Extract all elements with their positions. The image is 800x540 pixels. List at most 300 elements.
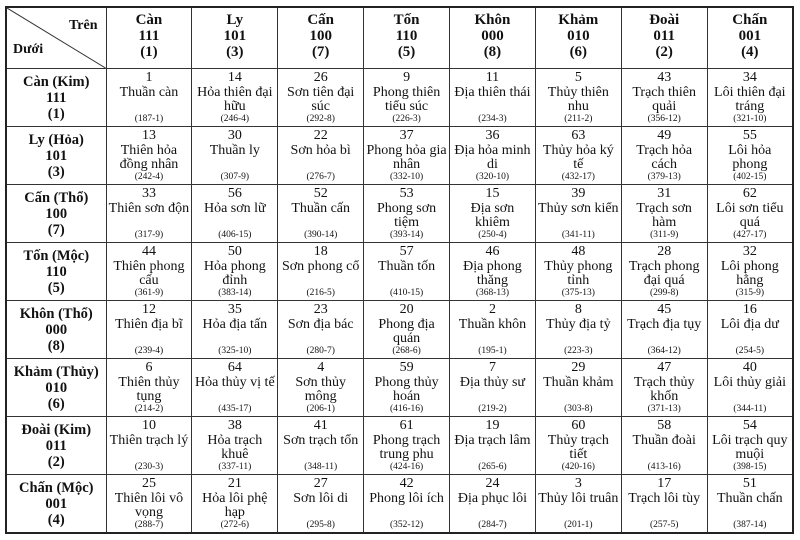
hexagram-page-code: (393-14) [389,230,424,241]
hexagram-page-code: (265-6) [478,462,507,473]
hexagram-cell [707,185,793,243]
hexagram-page-code: (435-17) [218,404,252,415]
hexagram-number: 6 [145,360,153,376]
hexagram-cell [192,417,278,475]
hexagram-cell [535,243,621,301]
hexagram-number: 51 [742,476,757,492]
column-header-number: (8) [483,44,502,60]
hexagram-page-code: (420-16) [561,462,595,473]
row-header-binary: 010 [45,379,68,396]
hexagram-page-code: (219-2) [478,404,507,415]
hexagram-number: 3 [574,476,582,492]
hexagram-cell [450,359,536,417]
hexagram-name: Thuần tốn [377,258,436,274]
hexagram-page-code: (226-3) [392,114,421,125]
hexagram-number: 64 [227,360,242,376]
hexagram-name: Thuần càn [119,84,179,100]
hexagram-number: 11 [485,70,500,85]
hexagram-cell [278,69,364,127]
column-header-number: (3) [226,44,244,60]
row-header-number: (2) [47,453,65,470]
hexagram-cell [450,185,536,243]
hexagram-name: Lôi sơn tiểu quá [716,200,784,231]
hexagram-page-code: (352-12) [389,520,424,530]
hexagram-number: 7 [488,360,496,376]
hexagram-cell [707,127,793,185]
hexagram-name: Hỏa phong đỉnh [203,258,266,289]
row-header-number: (5) [47,279,65,296]
hexagram-cell [278,417,364,475]
hexagram-cell [707,475,793,533]
hexagram-number: 16 [742,302,757,318]
hexagram-page-code: (276-7) [306,172,335,183]
table-row [6,185,793,243]
hexagram-name: Thuần cấn [291,200,351,216]
column-header-name: Chấn [732,12,768,28]
hexagram-name: Lôi phong hằng [720,258,779,289]
hexagram-cell [106,127,192,185]
hexagram-name: Thiên địa bĩ [115,316,183,332]
column-header-number: (7) [311,44,330,60]
row-header-number: (3) [47,163,65,180]
table-row [6,301,793,359]
hexagram-cell [364,475,450,533]
hexagram-cell [621,301,707,359]
hexagram-page-code: (390-14) [304,230,338,241]
header-row [6,7,793,69]
hexagram-page-code: (250-4) [478,230,507,241]
table-row [6,359,793,417]
column-header-number: (5) [397,44,416,60]
hexagram-number: 10 [141,418,156,434]
hexagram-cell [106,301,192,359]
hexagram-name: Phong sơn tiệm [376,200,437,231]
hexagram-cell [707,359,793,417]
hexagram-number: 41 [313,418,328,434]
hexagram-page-code: (320-10) [475,172,510,183]
column-header-name: Ly [226,12,244,28]
column-header [450,7,536,69]
hexagram-page-code: (246-4) [220,114,250,125]
hexagram-number: 43 [657,70,672,85]
hexagram-page-code: (337-11) [218,462,252,473]
hexagram-name: Trạch lôi tùy [628,490,701,506]
hexagram-number: 40 [742,360,757,376]
hexagram-cell [450,301,536,359]
table-row [6,69,793,127]
hexagram-page-code: (242-4) [134,172,164,183]
hexagram-number: 45 [657,302,672,318]
column-header-binary: 001 [738,28,762,44]
table-row [6,417,793,475]
column-header [192,7,278,69]
column-header-name: Khảm [558,12,599,28]
column-header [535,7,621,69]
hexagram-number: 58 [657,418,672,434]
hexagram-page-code: (268-6) [392,346,421,357]
row-header-binary: 011 [45,437,67,454]
hexagram-name: Thủy địa tỷ [546,316,611,332]
hexagram-cell [192,359,278,417]
hexagram-page-code: (216-5) [306,288,335,299]
row-header [6,69,106,127]
column-header-binary: 010 [567,28,590,44]
hexagram-number: 14 [227,70,242,85]
hexagram-number: 23 [313,302,328,318]
hexagram-name: Địa thủy sư [459,374,525,390]
hexagram-page-code: (364-12) [647,346,681,357]
hexagram-page-code: (295-8) [306,520,335,530]
hexagram-name: Phong trạch trung phu [372,432,441,463]
hexagram-page-code: (344-11) [733,404,767,415]
column-header [621,7,707,69]
hexagram-cell [278,185,364,243]
hexagram-page-code: (211-2) [564,114,593,125]
row-header-binary: 001 [45,495,68,512]
hexagram-page-code: (284-7) [478,520,507,530]
hexagram-page-code: (406-15) [218,230,252,241]
table-row [6,475,793,533]
lower-trigram-label: Dưới [13,42,44,57]
hexagram-cell [192,301,278,359]
column-header-number: (4) [741,44,759,60]
hexagram-name: Địa trạch lâm [454,432,531,448]
column-header-number: (1) [140,44,158,60]
row-header-number: (6) [47,395,65,412]
hexagram-cell [450,417,536,475]
hexagram-name: Sơn phong cổ [281,258,360,274]
hexagram-name: Địa phong thăng [463,258,522,289]
hexagram-cell [192,243,278,301]
hexagram-name: Địa thiên thái [454,84,531,100]
table-row [6,127,793,185]
row-header-binary: 100 [45,205,68,222]
hexagram-number: 59 [399,360,414,376]
hexagram-name: Lôi thiên đại tráng [714,84,786,114]
hexagram-cell [707,301,793,359]
column-header-name: Tốn [393,12,420,28]
hexagram-cell [278,127,364,185]
hexagram-number: 33 [141,186,156,202]
hexagram-name: Thuần ly [209,142,260,158]
hexagram-page-code: (398-15) [733,462,767,473]
hexagram-page-code: (201-1) [564,520,593,530]
hexagram-page-code: (379-13) [647,172,681,183]
hexagram-number: 26 [313,70,328,85]
hexagram-page-code: (368-13) [475,288,510,299]
hexagram-page-code: (195-1) [478,346,507,357]
hexagram-number: 54 [742,418,757,434]
hexagram-page-code: (280-7) [306,346,335,357]
hexagram-number: 19 [485,418,500,434]
hexagram-page-code: (432-17) [561,172,595,183]
hexagram-name: Sơn trạch tổn [283,432,359,448]
hexagram-name: Sơn lôi di [293,490,349,506]
hexagram-page-code: (206-1) [306,404,335,415]
hexagram-cell [621,475,707,533]
hexagram-number: 39 [571,186,586,202]
hexagram-number: 57 [399,244,414,260]
hexagram-name: Thiên sơn độn [108,200,190,216]
row-header-name: Tốn (Mộc) [23,247,90,264]
hexagram-cell [192,69,278,127]
hexagram-number: 46 [485,244,500,260]
hexagram-cell [621,417,707,475]
hexagram-number: 9 [403,70,411,85]
row-header-number: (1) [47,105,65,122]
hexagram-number: 44 [141,244,156,260]
hexagram-number: 36 [485,128,500,144]
hexagram-number: 52 [313,186,328,202]
hexagram-name: Thủy phong tỉnh [544,258,613,289]
hexagram-cell [192,127,278,185]
hexagram-cell [364,185,450,243]
column-header-binary: 110 [395,28,418,44]
hexagram-page-code: (303-8) [564,404,593,415]
hexagram-number: 8 [574,302,582,318]
hexagram-cell [364,69,450,127]
hexagram-cell [535,69,621,127]
row-header [6,417,106,475]
hexagram-number: 48 [571,244,586,260]
row-header-name: Càn (Kim) [23,73,90,90]
column-header-binary: 011 [653,28,676,44]
diagonal-divider [7,8,106,68]
hexagram-number: 50 [227,244,242,260]
row-header [6,475,106,533]
hexagram-name: Hỏa thiên đại hữu [197,84,273,114]
hexagram-number: 17 [657,476,672,492]
row-header [6,301,106,359]
hexagram-page-code: (234-3) [478,114,507,125]
hexagram-name: Thiên hỏa đồng nhân [119,142,179,173]
hexagram-page-code: (387-14) [733,520,767,530]
hexagram-number: 49 [657,128,672,144]
hexagram-number: 56 [227,186,242,202]
hexagram-cell [278,475,364,533]
hexagram-page-code: (402-15) [733,172,767,183]
hexagram-page-code: (307-9) [220,172,250,183]
hexagram-name: Sơn hỏa bì [290,142,351,158]
column-header [106,7,192,69]
hexagram-page-code: (311-9) [650,230,679,241]
hexagram-cell [364,417,450,475]
hexagram-name: Địa hỏa minh di [454,142,531,173]
hexagram-name: Trạch địa tụy [627,316,702,332]
hexagram-cell [364,359,450,417]
hexagram-name: Phong thủy hoán [374,374,439,405]
hexagram-name: Thuần khôn [458,316,527,332]
hexagram-page-code: (383-14) [218,288,252,299]
hexagram-name: Thủy sơn kiển [538,200,619,216]
hexagram-page-code: (315-9) [735,288,765,299]
column-header-name: Cấn [307,12,335,28]
column-header-binary: 111 [138,28,160,44]
hexagram-page-code: (375-13) [561,288,595,299]
hexagram-page-code: (427-17) [733,230,767,241]
hexagram-name: Phong địa quán [378,316,435,347]
hexagram-name: Phong thiên tiểu súc [372,84,441,114]
hexagram-name: Lôi thủy giải [713,374,786,390]
hexagram-name: Hỏa sơn lữ [203,200,266,216]
hexagram-cell [621,127,707,185]
hexagram-name: Thiên phong cấu [113,258,185,289]
hexagram-number: 22 [313,128,328,144]
hexagram-cell [106,69,192,127]
hexagram-cell [621,185,707,243]
hexagram-cell [621,69,707,127]
hexagram-name: Thiên thủy tụng [118,374,180,405]
hexagram-cell [450,475,536,533]
hexagram-name: Thuần khảm [543,374,614,390]
hexagram-name: Thiên lôi vô vọng [114,490,184,521]
hexagram-cell [707,417,793,475]
hexagram-name: Sơn tiên đại súc [287,84,355,114]
hexagram-name: Lôi hỏa phong [728,142,772,173]
hexagram-number: 55 [742,128,757,144]
hexagram-number: 24 [485,476,500,492]
hexagram-number: 38 [227,418,242,434]
hexagram-name: Thuần đoài [632,432,696,448]
column-header-name: Khôn [474,12,511,28]
row-header-number: (4) [47,511,65,528]
hexagram-cell [106,243,192,301]
hexagram-number: 37 [399,128,414,144]
hexagram-page-code: (292-8) [306,114,335,125]
hexagram-page-code: (214-2) [134,404,164,415]
hexagram-cell [450,243,536,301]
corner-cell [6,7,106,69]
hexagram-number: 32 [742,244,757,260]
hexagram-cell [450,127,536,185]
hexagram-number: 61 [399,418,414,434]
hexagram-page-code: (187-1) [134,114,164,125]
hexagram-name: Thủy thiên nhu [547,84,609,114]
hexagram-number: 4 [317,360,325,376]
hexagram-page-code: (325-10) [218,346,252,357]
hexagram-number: 47 [657,360,672,376]
row-header-name: Đoài (Kim) [21,421,92,438]
hexagram-cell [535,475,621,533]
hexagram-page-code: (371-13) [647,404,681,415]
hexagram-cell [106,359,192,417]
hexagram-page-code: (332-10) [389,172,424,183]
hexagram-name: Địa phục lôi [457,490,528,506]
hexagram-name: Trạch sơn hàm [636,200,692,231]
upper-trigram-label: Trên [68,18,98,33]
hexagram-page-code: (257-5) [649,520,679,530]
hexagram-name: Thủy hỏa ký tế [542,142,614,173]
hexagram-cell [278,301,364,359]
hexagram-name: Sơn thủy mông [295,374,346,405]
row-header-binary: 110 [45,263,67,280]
hexagram-number: 12 [141,302,156,318]
hexagram-cell [535,185,621,243]
hexagram-cell [450,69,536,127]
hexagram-name: Trạch thủy khốn [633,374,695,405]
hexagram-name: Lôi trạch quy muội [712,432,788,463]
row-header-binary: 111 [46,89,67,106]
hexagram-number: 27 [313,476,328,492]
hexagram-cell [278,359,364,417]
row-header-name: Khảm (Thủy) [13,363,99,380]
row-header-name: Ly (Hỏa) [28,131,84,148]
hexagram-cell [535,301,621,359]
hexagram-page-code: (356-12) [647,114,681,125]
hexagram-cell [707,243,793,301]
hexagram-cell [364,301,450,359]
column-header-binary: 000 [481,28,504,44]
hexagram-number: 5 [574,70,582,85]
hexagram-cell [707,69,793,127]
hexagram-cell [364,243,450,301]
column-header [278,7,364,69]
hexagram-page-code: (361-9) [134,288,164,299]
hexagram-number: 35 [227,302,242,318]
hexagram-page-code: (230-3) [134,462,164,473]
column-header-number: (2) [655,44,673,60]
hexagram-number: 30 [227,128,242,144]
hexagram-page-code: (424-16) [389,462,424,473]
hexagram-name: Địa sơn khiêm [470,200,515,231]
hexagram-name: Phong lôi ích [369,490,444,506]
hexagram-page-code: (317-9) [134,230,164,241]
row-header [6,185,106,243]
row-header-number: (8) [47,337,65,354]
hexagram-page-code: (341-11) [561,230,595,241]
row-header-binary: 000 [45,321,68,338]
hexagram-name: Thủy trạch tiết [547,432,609,463]
hexagram-page-code: (348-11) [304,462,338,473]
hexagram-cell [106,417,192,475]
hexagram-number: 15 [485,186,500,202]
hexagram-number: 31 [657,186,672,202]
hexagram-number: 42 [399,476,414,492]
hexagram-number: 60 [571,418,586,434]
row-header-number: (7) [47,221,65,238]
hexagram-name: Thủy lôi truân [538,490,619,506]
hexagram-cell [535,127,621,185]
hexagram-page-code: (413-16) [647,462,681,473]
hexagram-page-code: (254-5) [735,346,765,357]
hexagram-cell [535,417,621,475]
column-header-binary: 101 [223,28,247,44]
hexagram-name: Thuần chấn [716,490,783,506]
hexagram-name: Lôi địa dư [720,316,779,332]
hexagram-page-code: (239-4) [134,346,164,357]
column-header-binary: 100 [309,28,332,44]
hexagram-name: Hỏa trạch khuê [207,432,263,463]
hexagram-cell [106,475,192,533]
column-header-name: Đoài [649,12,680,28]
hexagram-number: 1 [145,70,153,85]
hexagram-cell [535,359,621,417]
hexagram-table [5,6,794,534]
hexagram-cell [278,243,364,301]
hexagram-name: Hỏa địa tấn [202,316,268,332]
hexagram-number: 34 [742,70,757,85]
hexagram-page-code: (410-15) [389,288,424,299]
hexagram-page-code: (416-16) [389,404,424,415]
hexagram-name: Hỏa thủy vị tế [194,374,275,390]
hexagram-name: Sơn địa bác [287,316,354,332]
hexagram-name: Hỏa lôi phệ hạp [202,490,268,521]
hexagram-page-code: (321-10) [733,114,767,125]
row-header [6,359,106,417]
row-header [6,243,106,301]
hexagram-name: Trạch thiên quải [632,84,697,114]
hexagram-name: Trạch phong đại quá [628,258,700,289]
